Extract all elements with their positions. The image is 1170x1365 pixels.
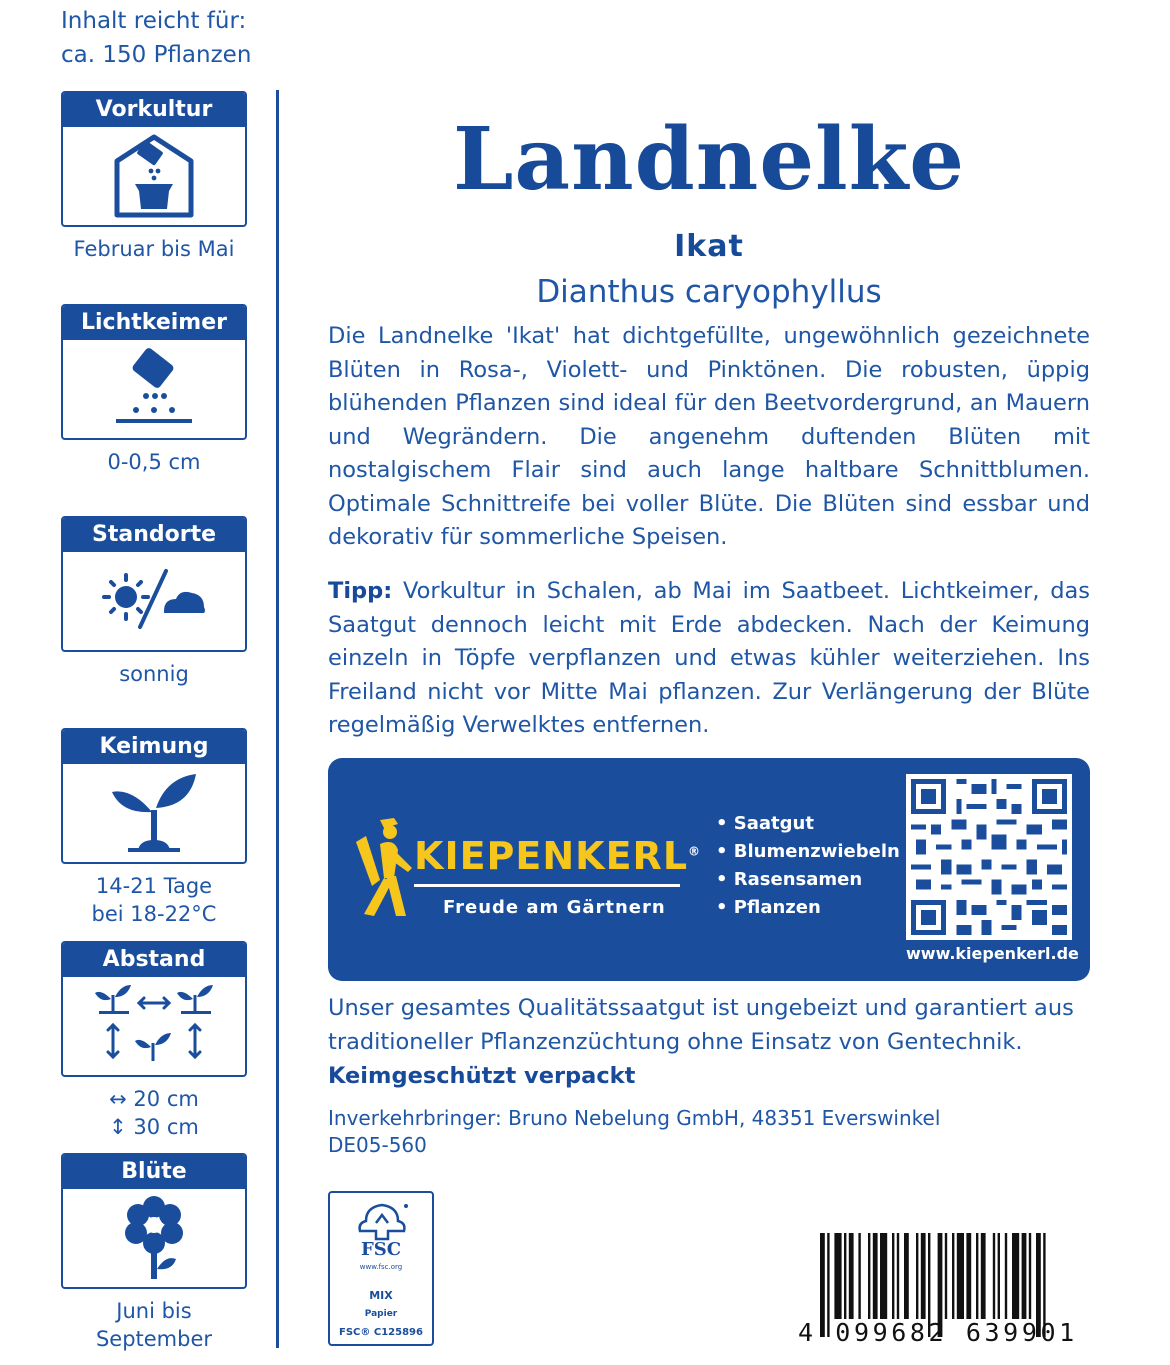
control-code: DE05-560: [328, 1133, 427, 1157]
card-title: Blüte: [63, 1155, 245, 1189]
distributor-info: Inverkehrbringer: Bruno Nebelung GmbH, 48351 Everswinkel: [328, 1106, 941, 1130]
barcode-bar: [921, 1233, 926, 1319]
brand-product-list: [716, 810, 900, 922]
light-germinator-icon: [104, 344, 204, 434]
capacity-label: Inhalt reicht für:: [61, 8, 247, 34]
capacity-value: ca. 150 Pflanzen: [61, 42, 252, 68]
info-card-standorte: [61, 516, 247, 688]
quality-statement: Unser gesamtes Qualitätssaatgut ist ungebeizt und garantiert aus traditioneller Pflanzenzüchtung ohne Einsatz von Gentechnik.: [328, 995, 1074, 1055]
card-title: Abstand: [63, 943, 245, 977]
fsc-mix: MIX: [369, 1289, 393, 1302]
growing-tip: [328, 575, 1090, 743]
barcode-bar: [844, 1233, 846, 1319]
seedling-icon: [104, 768, 204, 858]
barcode-bar: [966, 1233, 971, 1319]
card-title: Keimung: [63, 730, 245, 764]
product-variety: Ikat: [674, 229, 744, 264]
barcode-bar: [892, 1233, 894, 1319]
info-card-keimung: [61, 728, 247, 928]
barcode-number: 4 099682 639901: [798, 1318, 1078, 1347]
fsc-text: FSC: [360, 1239, 402, 1260]
barcode-bar: [880, 1233, 887, 1319]
caption-line-1: Juni bis: [116, 1299, 192, 1323]
barcode-bar: [1022, 1233, 1027, 1319]
barcode-bar: [957, 1233, 964, 1319]
logo-underline: [414, 884, 680, 887]
registered-mark: ®: [688, 844, 702, 859]
card-title: Standorte: [63, 518, 245, 552]
barcode-bar: [1029, 1233, 1031, 1319]
barcode-bar: [952, 1233, 954, 1319]
card-title: Lichtkeimer: [63, 306, 245, 340]
caption-line-2: September: [95, 1327, 213, 1351]
info-card-vorkultur: [61, 91, 247, 263]
brand-name: [414, 834, 701, 878]
card-caption: 0-0,5 cm: [107, 450, 201, 474]
greenhouse-seeding-icon: [109, 131, 199, 221]
fsc-material: Papier: [364, 1309, 398, 1319]
info-card-abstand: [61, 941, 247, 1141]
card-caption: sonnig: [119, 662, 189, 686]
brand-website-link[interactable]: www.kiepenkerl.de: [906, 944, 1079, 963]
list-item: • Blumenzwiebeln: [716, 838, 900, 866]
fsc-tree-icon: [352, 1201, 412, 1241]
info-card-bluete: [61, 1153, 247, 1353]
fsc-website: www.fsc.org: [359, 1263, 403, 1271]
barcode-bar: [897, 1233, 899, 1319]
list-item: • Rasensamen: [716, 866, 900, 894]
card-caption: [61, 872, 247, 928]
tip-text: Vorkultur in Schalen, ab Mai im Saatbeet. Lichtkeimer, das Saatgut dennoch leicht mit Erde abdecken. Nach der Keimung einzeln in Töpfe verpflanzen und etwas kühler weiterziehen. Ins Freiland nicht vor Mitte Mai pflanzen. Zur Verlängerung der Blüte regelmäßig Verwelktes entfernen.: [328, 578, 1090, 738]
hiker-logo-icon: [350, 816, 416, 920]
barcode-bar: [981, 1233, 986, 1319]
brand-panel: [328, 758, 1090, 981]
barcode-bar: [873, 1233, 878, 1319]
caption-line-1: ↔ 20 cm: [109, 1087, 199, 1111]
barcode-bar: [868, 1233, 870, 1319]
barcode-bar: [849, 1233, 854, 1319]
card-caption: Februar bis Mai: [73, 237, 235, 261]
caption-line-1: 14-21 Tage: [95, 874, 213, 898]
fsc-label: [328, 1191, 434, 1346]
brand-slogan: Freude am Gärtnern: [443, 897, 666, 918]
barcode-bar: [976, 1233, 978, 1319]
barcode-bar: [916, 1233, 918, 1319]
packaging-note: Keimgeschützt verpackt: [328, 1063, 636, 1089]
product-name: Landnelke: [452, 109, 966, 210]
barcode-bar: [998, 1233, 1000, 1319]
qr-code[interactable]: [906, 774, 1072, 940]
list-item: • Saatgut: [716, 810, 900, 838]
barcode-bar: [1005, 1233, 1007, 1319]
column-divider: [276, 90, 279, 1348]
sun-cloud-icon: [94, 561, 214, 641]
product-description: Die Landnelke 'Ikat' hat dichtgefüllte, ungewöhnlich gezeichnete Blüten in Rosa-, Violett- und Pinktönen. Die robusten, üppig blühenden Pflanzen sind ideal für den Beetvordergrund, an Mauern und Wegrändern. Die angenehm duftenden Blüten mit nostalgischem Flair sind auch lange haltbare Schnittblumen. Optimale Schnittreife bei voller Blüte. Die Blüten sind essbar und dekorativ für sommerliche Speisen.: [328, 323, 1090, 550]
barcode-bar: [858, 1233, 860, 1319]
fsc-license: FSC® C125896: [339, 1327, 423, 1338]
brand-wordmark: KIEPENKERL: [414, 834, 689, 878]
flower-icon: [114, 1193, 194, 1283]
plant-spacing-icon: [89, 981, 219, 1071]
list-item: • Pflanzen: [716, 894, 900, 922]
card-title: Vorkultur: [63, 93, 245, 127]
caption-line-2: bei 18-22°C: [91, 902, 217, 926]
barcode-bar: [945, 1233, 947, 1319]
tip-label: Tipp:: [328, 578, 393, 604]
info-card-lichtkeimer: [61, 304, 247, 476]
barcode-bar: [904, 1233, 909, 1319]
seed-capacity: [61, 4, 251, 72]
card-caption: [61, 1085, 247, 1141]
product-latin-name: Dianthus caryophyllus: [536, 274, 882, 310]
barcode-bar: [834, 1233, 841, 1319]
caption-line-2: ↕ 30 cm: [109, 1115, 199, 1139]
barcode-bar: [1012, 1233, 1019, 1319]
barcode-bar: [993, 1233, 995, 1319]
card-caption: [61, 1297, 247, 1353]
